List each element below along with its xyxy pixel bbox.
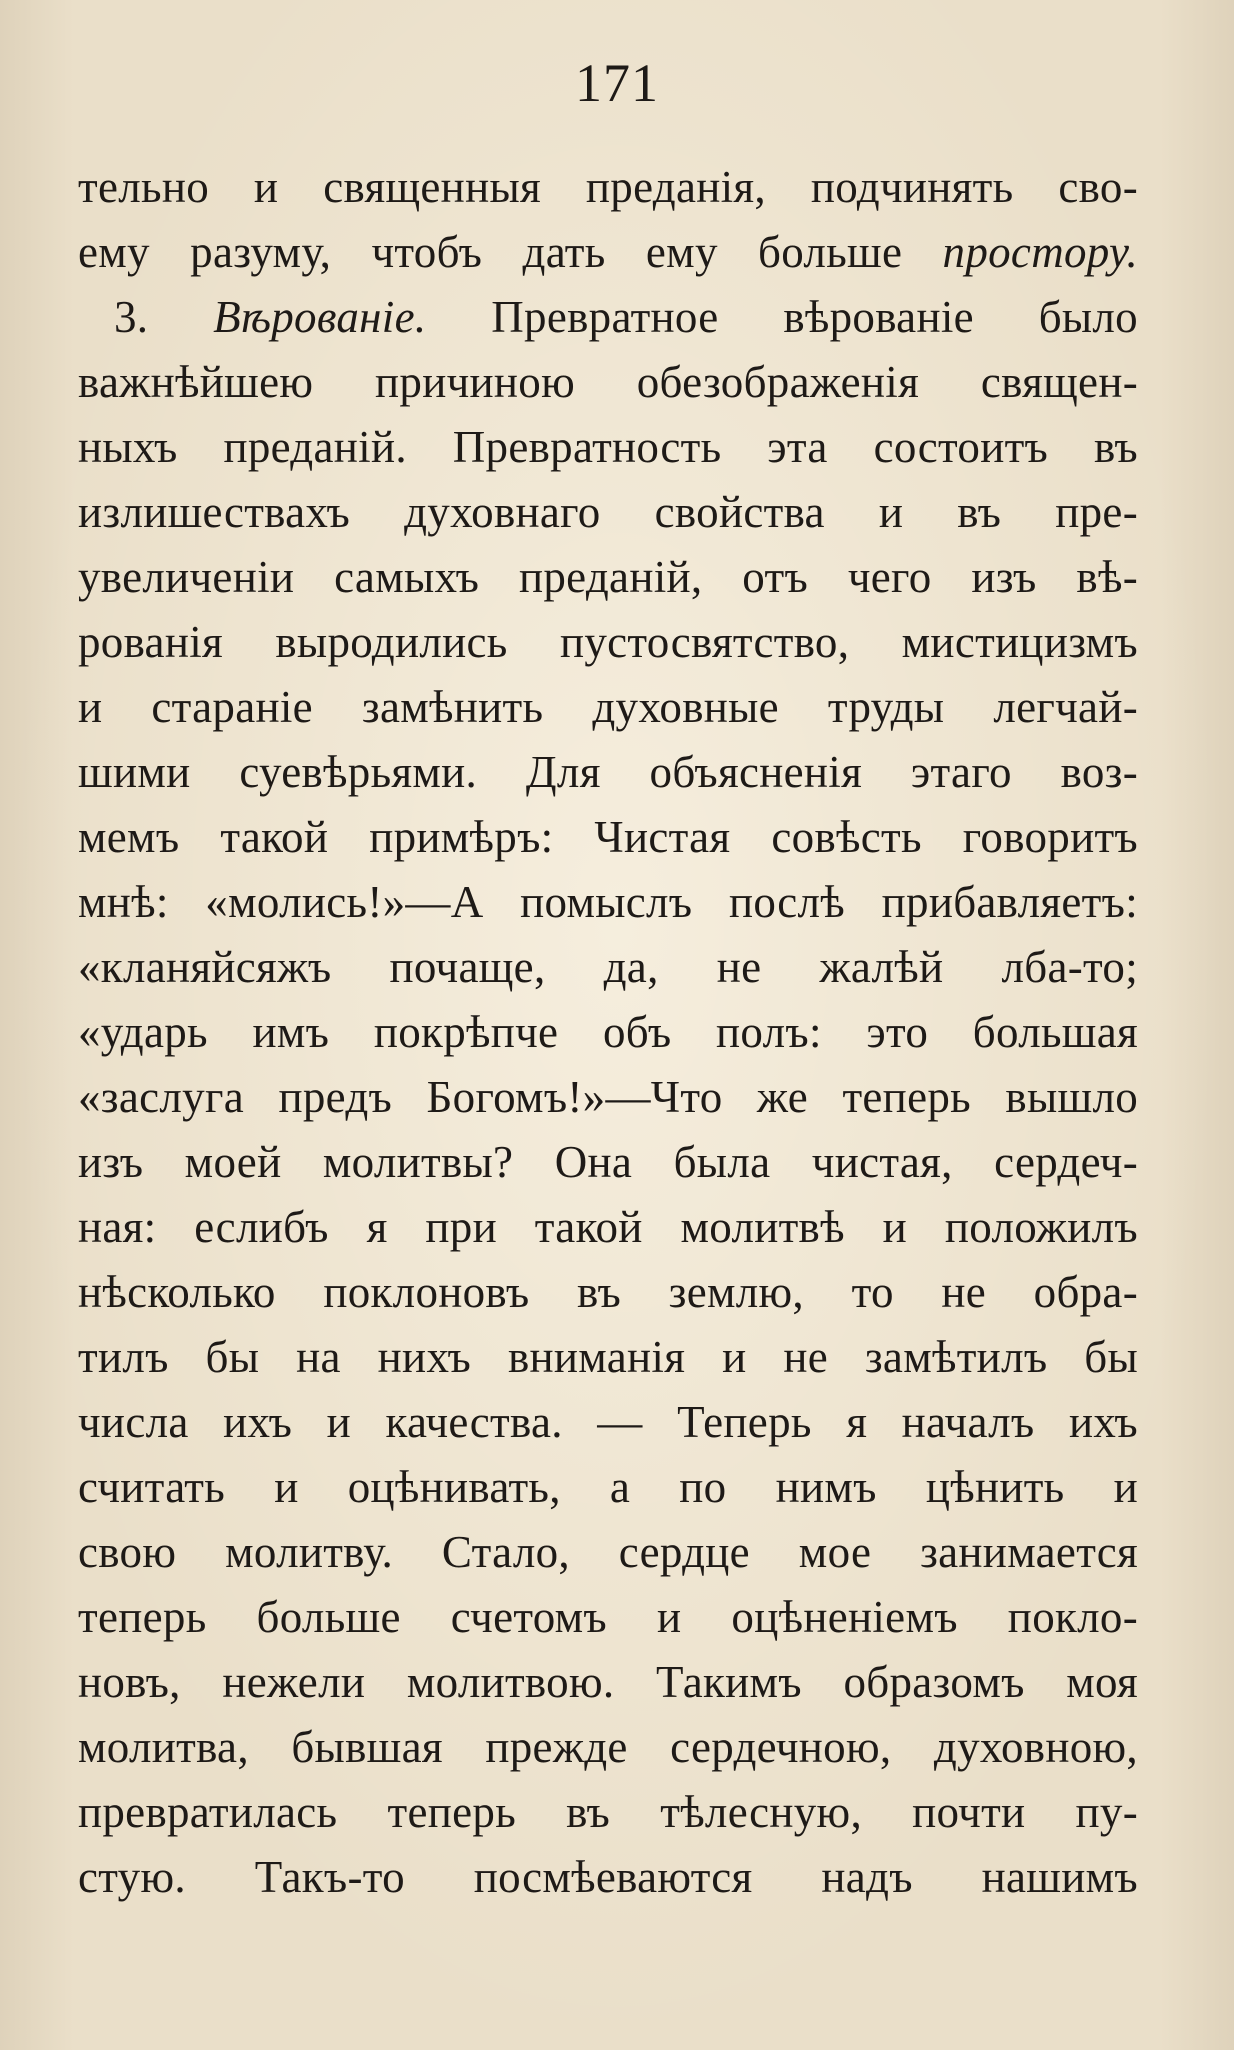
text-span: ныхъ преданій. Превратность эта состоитъ въ <box>78 422 1138 472</box>
text-span: 3. <box>114 292 214 342</box>
text-line <box>78 545 1138 610</box>
text-span: излишествахъ духовнаго свойства и въ пре- <box>78 487 1138 537</box>
text-line <box>78 1195 1138 1260</box>
text-line <box>78 740 1138 805</box>
text-span: мемъ такой примѣръ: Чистая совѣсть говоритъ <box>78 812 1138 862</box>
text-line <box>78 1325 1138 1390</box>
text-line <box>78 480 1138 545</box>
text-span: свою молитву. Стало, сердце мое занимается <box>78 1527 1138 1577</box>
text-span: ная: еслибъ я при такой молитвѣ и положилъ <box>78 1202 1138 1252</box>
text-line <box>78 870 1138 935</box>
text-span: Превратное вѣрованіе было <box>426 292 1138 342</box>
text-line <box>78 1455 1138 1520</box>
text-span: стую. Такъ-то посмѣеваются надъ нашимъ <box>78 1852 1138 1902</box>
italic-text: Вѣрованіе. <box>213 292 427 342</box>
text-span: «заслуга предъ Богомъ!»—Что же теперь вышло <box>78 1072 1138 1122</box>
text-line <box>78 610 1138 675</box>
text-line <box>78 1390 1138 1455</box>
text-span: теперь больше счетомъ и оцѣненіемъ покло- <box>78 1592 1138 1642</box>
text-span: рованія выродились пустосвятство, мистицизмъ <box>78 617 1138 667</box>
page-number: 171 <box>575 53 659 113</box>
text-line <box>78 1845 1138 1910</box>
text-span: увеличеніи самыхъ преданій, отъ чего изъ вѣ- <box>78 552 1138 602</box>
text-span: и стараніе замѣнить духовные труды легчай- <box>78 682 1138 732</box>
text-span: тельно и священныя преданія, подчинять сво- <box>78 162 1138 212</box>
text-line <box>78 1000 1138 1065</box>
text-span: мнѣ: «молись!»—А помыслъ послѣ прибавляетъ: <box>78 877 1138 927</box>
text-span: важнѣйшею причиною обезображенія священ- <box>78 357 1138 407</box>
text-span: превратилась теперь въ тѣлесную, почти пу- <box>78 1787 1138 1837</box>
text-span: молитва, бывшая прежде сердечною, духовною, <box>78 1722 1138 1772</box>
italic-text: простору. <box>942 227 1138 277</box>
text-line <box>78 1715 1138 1780</box>
body-text <box>78 155 1138 1910</box>
text-line <box>78 1520 1138 1585</box>
text-line <box>78 1650 1138 1715</box>
text-line <box>78 675 1138 740</box>
text-line <box>78 415 1138 480</box>
text-span: тилъ бы на нихъ вниманія и не замѣтилъ бы <box>78 1332 1138 1382</box>
text-span: нѣсколько поклоновъ въ землю, то не обра- <box>78 1267 1138 1317</box>
text-line <box>78 285 1138 350</box>
text-span: «кланяйсяжъ почаще, да, не жалѣй лба-то; <box>78 942 1138 992</box>
text-line <box>78 350 1138 415</box>
text-span: числа ихъ и качества. — Теперь я началъ ихъ <box>78 1397 1138 1447</box>
text-span: изъ моей молитвы? Она была чистая, сердеч- <box>78 1137 1138 1187</box>
text-line <box>78 155 1138 220</box>
text-span: «ударь имъ покрѣпче объ полъ: это большая <box>78 1007 1138 1057</box>
text-span: считать и оцѣнивать, а по нимъ цѣнить и <box>78 1462 1138 1512</box>
text-line <box>78 1585 1138 1650</box>
text-line <box>78 1260 1138 1325</box>
text-span: ему разуму, чтобъ дать ему больше <box>78 227 943 277</box>
text-line <box>78 935 1138 1000</box>
text-span: новъ, нежели молитвою. Такимъ образомъ моя <box>78 1657 1138 1707</box>
text-line <box>78 1130 1138 1195</box>
text-line <box>78 1780 1138 1845</box>
text-span: шими суевѣрьями. Для объясненія этаго воз- <box>78 747 1138 797</box>
text-line <box>78 220 1138 285</box>
text-line <box>78 805 1138 870</box>
text-line <box>78 1065 1138 1130</box>
